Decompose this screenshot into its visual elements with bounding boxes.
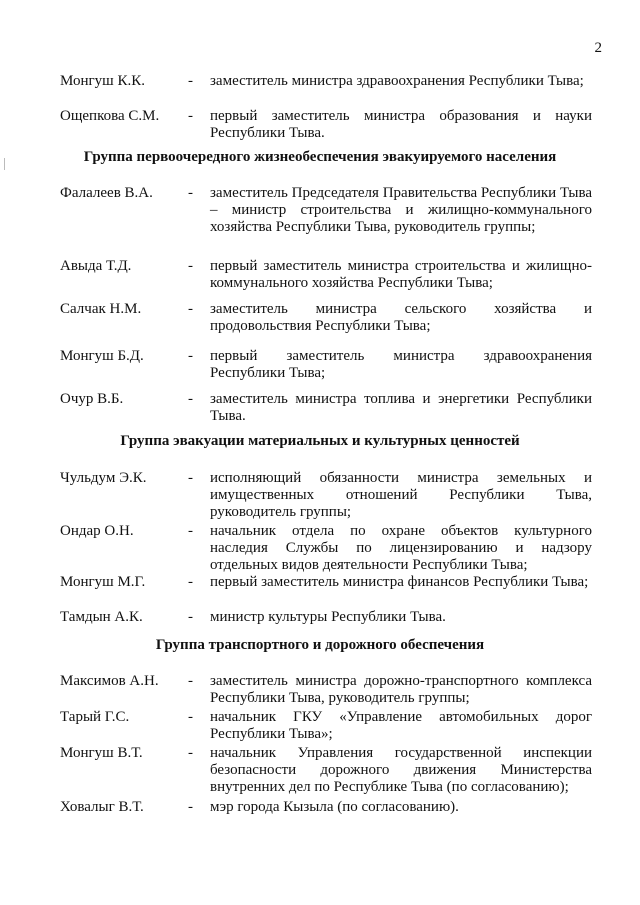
person-role: заместитель Председателя Правительства Республики Тыва – министр строительства и жилищно-коммунального хозяйства Республики Тыва, руководитель группы;	[210, 185, 592, 235]
dash-separator: -	[188, 609, 193, 625]
list-item	[60, 108, 592, 142]
dash-separator: -	[188, 348, 193, 364]
list-item	[60, 574, 592, 591]
person-name: Монгуш Б.Д.	[60, 348, 144, 364]
list-item	[60, 301, 592, 335]
person-role: первый заместитель министра образования и науки Республики Тыва.	[210, 108, 592, 141]
dash-separator: -	[188, 258, 193, 274]
dash-separator: -	[188, 523, 193, 539]
list-item	[60, 348, 592, 382]
person-role: первый заместитель министра строительства и жилищно-коммунального хозяйства Республики Тыва;	[210, 258, 592, 291]
person-name: Ховалыг В.Т.	[60, 799, 144, 815]
dash-separator: -	[188, 745, 193, 761]
list-item	[60, 673, 592, 707]
person-name: Максимов А.Н.	[60, 673, 159, 689]
person-name: Чульдум Э.К.	[60, 470, 147, 486]
dash-separator: -	[188, 470, 193, 486]
person-role: исполняющий обязанности министра земельных и имущественных отношений Республики Тыва, руководитель группы;	[210, 470, 592, 520]
section-heading: Группа эвакуации материальных и культурных ценностей	[120, 433, 520, 449]
list-item	[60, 745, 592, 796]
list-item	[60, 258, 592, 292]
person-role: начальник отдела по охране объектов культурного наследия Службы по лицензированию и надзору отдельных видов деятельности Республики Тыва;	[210, 523, 592, 573]
person-name: Монгуш В.Т.	[60, 745, 143, 761]
section-heading: Группа первоочередного жизнеобеспечения эвакуируемого населения	[83, 149, 557, 165]
list-item	[60, 470, 592, 521]
list-item	[60, 185, 592, 236]
person-role: первый заместитель министра финансов Республики Тыва;	[210, 574, 589, 590]
list-item	[60, 609, 592, 626]
person-name: Тарый Г.С.	[60, 709, 130, 725]
dash-separator: -	[188, 391, 193, 407]
dash-separator: -	[188, 301, 193, 317]
person-name: Фалалеев В.А.	[60, 185, 153, 201]
person-role: первый заместитель министра здравоохранения Республики Тыва;	[210, 348, 592, 381]
person-name: Тамдын А.К.	[60, 609, 143, 625]
dash-separator: -	[188, 574, 193, 590]
list-item	[60, 799, 592, 816]
person-role: заместитель министра сельского хозяйства и продовольствия Республики Тыва;	[210, 301, 592, 334]
person-role: мэр города Кызыла (по согласованию).	[210, 799, 459, 815]
person-role: начальник ГКУ «Управление автомобильных дорог Республики Тыва»;	[210, 709, 592, 742]
list-item	[60, 709, 592, 743]
dash-separator: -	[188, 709, 193, 725]
person-role: заместитель министра здравоохранения Республики Тыва;	[210, 73, 584, 89]
dash-separator: -	[188, 673, 193, 689]
list-item	[60, 73, 592, 90]
dash-separator: -	[188, 799, 193, 815]
person-name: Ощепкова С.М.	[60, 108, 160, 124]
page-number: 2	[594, 40, 602, 56]
person-name: Авыда Т.Д.	[60, 258, 132, 274]
person-name: Монгуш М.Г.	[60, 574, 146, 590]
dash-separator: -	[188, 73, 193, 89]
person-role: заместитель министра топлива и энергетики Республики Тыва.	[210, 391, 592, 424]
person-role: заместитель министра дорожно-транспортного комплекса Республики Тыва, руководитель группы;	[210, 673, 592, 706]
list-item	[60, 391, 592, 425]
dash-separator: -	[188, 185, 193, 201]
person-name: Ондар О.Н.	[60, 523, 134, 539]
person-name: Очур В.Б.	[60, 391, 124, 407]
person-role: министр культуры Республики Тыва.	[210, 609, 446, 625]
dash-separator: -	[188, 108, 193, 124]
person-name: Салчак Н.М.	[60, 301, 142, 317]
person-role: начальник Управления государственной инспекции безопасности дорожного движения Министерства внутренних дел по Республике Тыва (по согласованию);	[210, 745, 592, 795]
section-heading: Группа транспортного и дорожного обеспечения	[155, 637, 485, 653]
list-item	[60, 523, 592, 574]
person-name: Монгуш К.К.	[60, 73, 145, 89]
